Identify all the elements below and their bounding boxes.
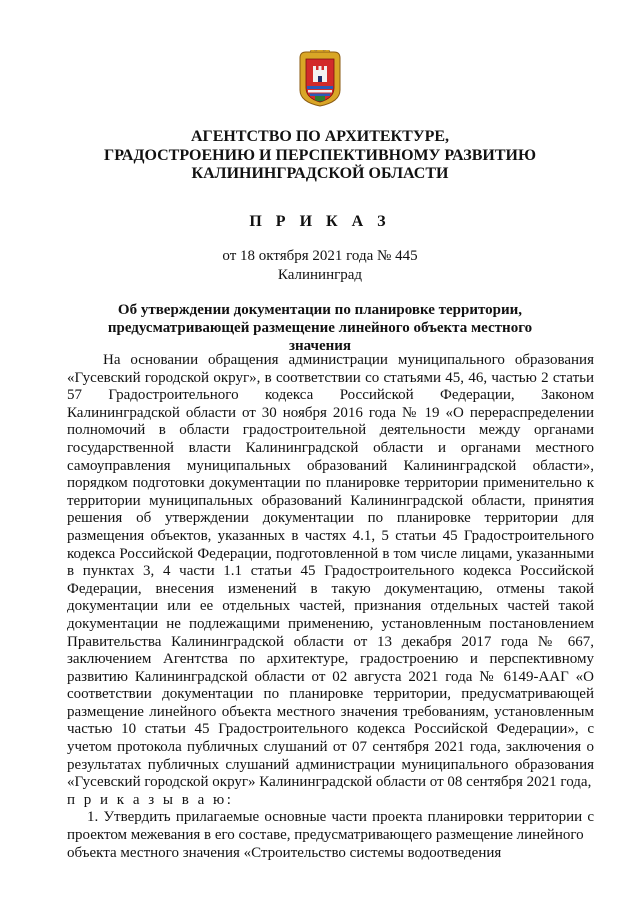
title-line-1: Об утверждении документации по планировке территории,: [117, 302, 523, 318]
agency-line-2: ГРАДОСТРОЕНИЮ И ПЕРСПЕКТИВНОМУ РАЗВИТИЮ: [104, 146, 536, 164]
order-city: Калининград: [277, 267, 363, 283]
agency-line-1: АГЕНТСТВО ПО АРХИТЕКТУРЕ,: [190, 128, 450, 145]
decree-word: п р и к а з ы в а ю:: [67, 791, 234, 808]
item-1-paragraph: 1. Утвердить прилагаемые основные части проекта планировки территории с проектом межевания в его составе, предусматривающего размещение линейного: [67, 809, 594, 844]
item-1-continuation: объекта местного значения «Строительство системы водоотведения: [67, 844, 502, 861]
agency-name: [60, 128, 580, 184]
order-body: [67, 352, 594, 862]
agency-line-3: КАЛИНИНГРАДСКОЙ ОБЛАСТИ: [191, 165, 449, 182]
title-line-2: предусматривающей размещение линейного объекта местного значения: [107, 320, 533, 354]
order-meta: [0, 247, 640, 285]
order-heading: П Р И К А З: [249, 213, 391, 230]
order-date-number: от 18 октября 2021 года № 445: [222, 248, 418, 264]
preamble-paragraph: На основании обращения администрации муниципального образования «Гусевский городской округ», в соответствии со статьями 45, 46, частью 2 статьи 57 Градостроительного кодекса Российской Федерации, Законом Калининградской области от 30 ноября 2016 года № 19 «О перераспределении полномочий в области градостроительной деятельности между органами государственной власти Калининградской области и органами местного самоуправления муниципальных образований Калининградской области», порядком подготовки документации по планировке территории применительно к территории муниципальных образований Калининградской области, принятия решения об утверждении документации по планировке территории для размещения объектов, указанных в частях 4.1, 5 статьи 45 Градостроительного кодекса Российской Федерации, подготовленной в том числе лицами, указанными в пунктах 3, 4 части 1.1 статьи 45 Градостроительного кодекса Российской Федерации, внесения изменений в такую документацию, отмены такой документации или ее отдельных частей, признания отдельных частей такой документации не подлежащими применению, установленным постановлением Правительства Калининградской области от 13 декабря 2017 года № 667, заключением Агентства по архитектуре, градостроению и перспективному развитию Калининградской области от 02 августа 2021 года № 6149-ААГ «О соответствии документации по планировке территории, предусматривающей размещение линейного объекта местного значения требованиям, установленным частью 10 статьи 45 Градостроительного кодекса Российской Федерации», с учетом протокола публичных слушаний от 07 сентября 2021 года, заключения о результатах публичных слушаний администрации муниципального образования «Гусевский городской округ» Калининградской области от 08 сентября 2021 года,: [67, 352, 594, 791]
order-title: [80, 301, 560, 355]
coat-of-arms-icon: [296, 50, 344, 108]
